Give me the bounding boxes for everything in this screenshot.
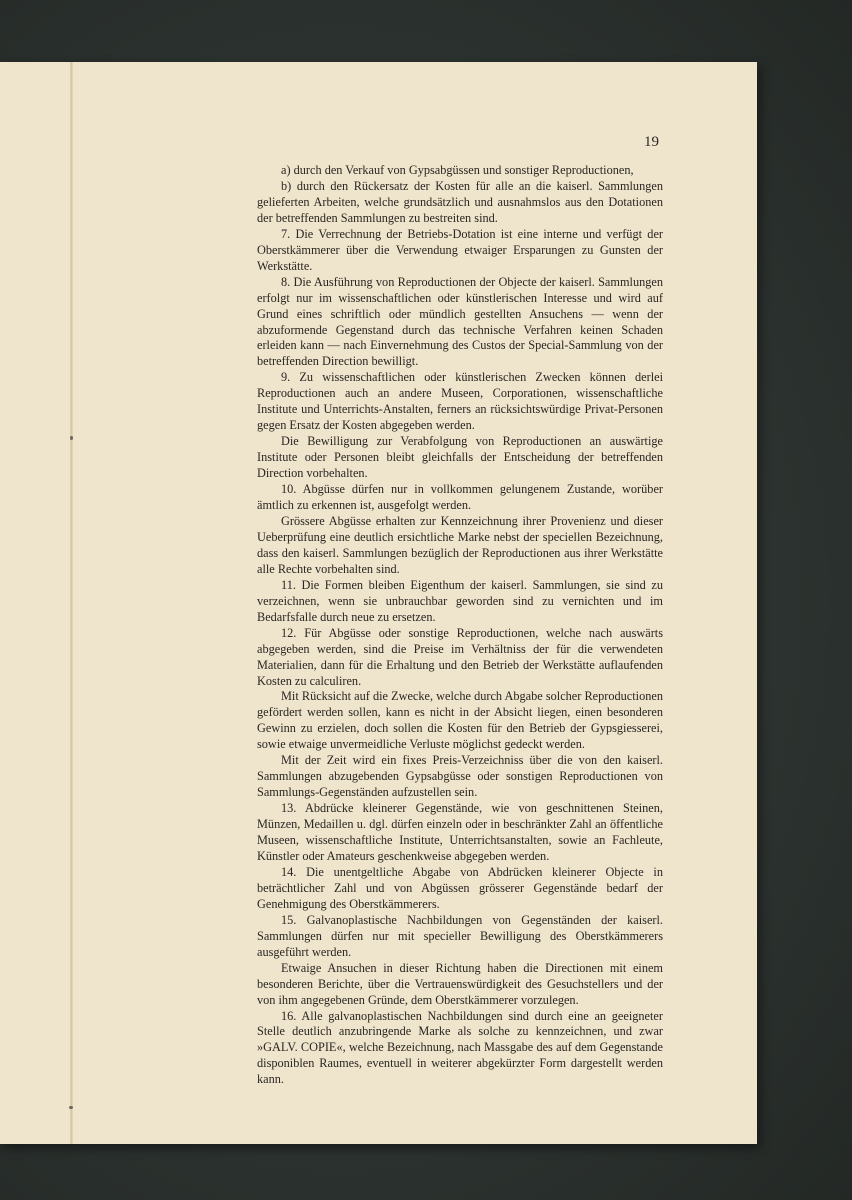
paragraph: Die Bewilligung zur Verabfolgung von Reproductionen an auswärtige Institute oder Personen bleibt gleichfalls der Entscheidung der betreffenden Direction vorbehalten.: [257, 434, 663, 481]
document-page: [0, 62, 757, 1144]
body-text: [257, 163, 663, 1088]
paragraph: 11. Die Formen bleiben Eigenthum der kaiserl. Sammlungen, sie sind zu verzeichnen, wenn sie unbrauchbar geworden sind zu vernichten und im Bedarfsfalle durch neue zu ersetzen.: [257, 577, 663, 624]
paragraph: 16. Alle galvanoplastischen Nachbildungen sind durch eine an geeigneter Stelle deutlich anzubringende Marke als solche zu kennzeichnen, und zwar »GALV. COPIE«, welche Bezeichnung, nach Massgabe des auf dem Gegenstande disponiblen Raumes, eventuell in weiterer abgekürzter Form dargestellt werden kann.: [257, 1008, 663, 1087]
paragraph: 8. Die Ausführung von Reproductionen der Objecte der kaiserl. Sammlungen erfolgt nur im wissenschaftlichen oder künstlerischen Interesse und wird auf Grund eines schriftlich oder mündlich gestellten Ansuchens — wenn der abzuformende Gegenstand durch das technische Verfahren keinen Schaden erleiden kann — nach Einvernehmung des Custos der Special-Sammlung von der betreffenden Direction bewilligt.: [257, 274, 663, 369]
paragraph: 7. Die Verrechnung der Betriebs-Dotation ist eine interne und verfügt der Oberstkämmerer über die Verwendung etwaiger Ersparungen zu Gunsten der Werkstätte.: [257, 226, 663, 273]
paper-spot: [70, 436, 73, 440]
paragraph: Grössere Abgüsse erhalten zur Kennzeichnung ihrer Provenienz und dieser Ueberprüfung eine deutlich ersichtliche Marke nebst der speciellen Bezeichnung, dass den kaiserl. Sammlungen bezüglich der Reproductionen aus ihrer Werkstätte alle Rechte vorbehalten sind.: [257, 513, 663, 576]
paragraph: Mit Rücksicht auf die Zwecke, welche durch Abgabe solcher Reproductionen gefördert werden sollen, kann es nicht in der Absicht liegen, einen besonderen Gewinn zu erzielen, doch sollen die Kosten für den Betrieb der Gypsgiesserei, sowie etwaige unvermeidliche Verluste möglichst gedeckt werden.: [257, 689, 663, 752]
paper-spot: [69, 1106, 73, 1109]
page-fold: [70, 62, 73, 1144]
paragraph: a) durch den Verkauf von Gypsabgüssen und sonstiger Reproductionen,: [281, 163, 634, 177]
paragraph: 12. Für Abgüsse oder sonstige Reproductionen, welche nach auswärts abgegeben werden, sind die Preise im Verhältniss der für die verwendeten Materialien, dann für die Erhaltung und den Betrieb der Werkstätte auflaufenden Kosten zu calculiren.: [257, 625, 663, 688]
paragraph: 10. Abgüsse dürfen nur in vollkommen gelungenem Zustande, worüber ämtlich zu erkennen ist, ausgefolgt werden.: [257, 482, 663, 513]
paragraph: b) durch den Rückersatz der Kosten für alle an die kaiserl. Sammlungen gelieferten Arbeiten, welche grundsätzlich und ausnahmslos aus den Dotationen der betreffenden Sammlungen zu bestreiten sind.: [257, 178, 663, 225]
paragraph: Mit der Zeit wird ein fixes Preis-Verzeichniss über die von den kaiserl. Sammlungen abzugebenden Gypsabgüsse oder sonstigen Reproductionen von Sammlungs-Gegenständen aufzustellen sein.: [257, 753, 663, 800]
paragraph: 9. Zu wissenschaftlichen oder künstlerischen Zwecken können derlei Reproductionen auch an andere Museen, Corporationen, wissenschaftliche Institute und Unterrichts-Anstalten, ferners an rücksichtswürdige Privat-Personen gegen Ersatz der Kosten abgegeben werden.: [257, 370, 663, 433]
paragraph: Etwaige Ansuchen in dieser Richtung haben die Directionen mit einem besonderen Berichte, über die Vertrauenswürdigkeit des Gesuchstellers und der von ihm angegebenen Gründe, dem Oberstkämmerer vorzulegen.: [257, 960, 663, 1007]
paragraph: 15. Galvanoplastische Nachbildungen von Gegenständen der kaiserl. Sammlungen dürfen nur mit specieller Bewilligung des Oberstkämmerers ausgeführt werden.: [257, 912, 663, 959]
paragraph: 14. Die unentgeltliche Abgabe von Abdrücken kleinerer Objecte in beträchtlicher Zahl und von Abgüssen grösserer Gegenstände bedarf der Genehmigung des Oberstkämmerers.: [257, 864, 663, 911]
page-number: 19: [644, 134, 659, 150]
paragraph: 13. Abdrücke kleinerer Gegenstände, wie von geschnittenen Steinen, Münzen, Medaillen u. dgl. dürfen einzeln oder in beschränkter Zahl an öffentliche Museen, wissenschaftliche Institute, Unterrichtsanstalten, sowie an Fachleute, Künstler oder Amateurs geschenkweise abgegeben werden.: [257, 801, 663, 863]
